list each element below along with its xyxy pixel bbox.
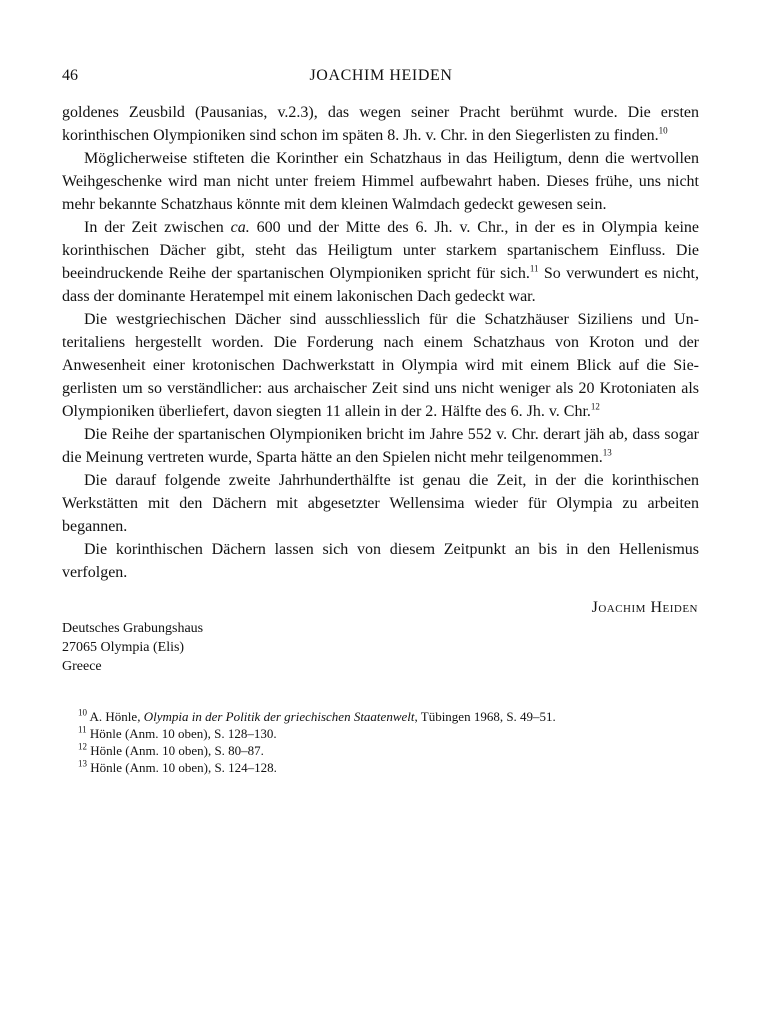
footnote-ref: 10	[658, 125, 668, 136]
body-text	[62, 101, 699, 584]
footnote	[78, 708, 698, 725]
footnote-ref: 11	[529, 263, 539, 274]
paragraph	[62, 216, 699, 308]
italic-text: Olympia in der Politik der griechischen Staatenwelt	[143, 709, 415, 724]
text-run: goldenes Zeusbild (Pausanias, v.2.3), das wegen seiner Pracht berühmt wurde. Die ersten korinthischen Olympioniken sind schon im späten 8. Jh. v. Chr. in den Siegerlisten zu finden.	[62, 104, 699, 144]
running-head: JOACHIM HEIDEN	[309, 67, 453, 84]
text-run: Die Reihe der spartanischen Olympioniken bricht im Jahre 552 v. Chr. derart jäh ab, dass sogar die Meinung vertreten wurde, Sparta hätte an den Spielen nicht mehr teilgenommen.	[62, 426, 699, 466]
text-run: , Tübingen 1968, S. 49–51.	[414, 709, 556, 724]
footnote-ref: 13	[602, 447, 612, 458]
text-run: Möglicherweise stifteten die Korinther ein Schatzhaus in das Heiligtum, denn die wertvollen Weihgeschenke wird man nicht unter freiem Himmel aufbewahrt haben. Dieses frühe, uns nicht mehr bekannte Schatzhaus könnte mit dem kleinen Walmdach gedeckt gewesen sein.	[62, 150, 699, 213]
footnote	[78, 725, 698, 742]
paragraph	[62, 308, 699, 423]
text-run: Hönle (Anm. 10 oben), S. 80–87.	[87, 743, 264, 758]
footnote-ref: 12	[590, 401, 600, 412]
footnote-number: 12	[78, 741, 87, 752]
paragraph	[62, 101, 699, 147]
paragraph	[62, 538, 699, 584]
footnote	[78, 759, 698, 776]
footnote-number: 11	[78, 724, 87, 735]
address-line: Deutsches Grabungshaus	[62, 621, 204, 636]
text-run: Hönle (Anm. 10 oben), S. 124–128.	[87, 760, 277, 775]
paragraph	[62, 423, 699, 469]
italic-text: ca.	[230, 219, 250, 236]
footnotes	[78, 708, 698, 776]
address-line: Greece	[62, 659, 102, 674]
text-run: So verwundert es nicht, dass der dominante Heratempel mit einem lakonischen Dach gedeckt war.	[62, 265, 699, 305]
text-run: In der Zeit zwischen	[84, 219, 231, 236]
text-run: Die darauf folgende zweite Jahrhunderthälfte ist genau die Zeit, in der die korinthischen Werkstätten mit den Dächern mit abgesetzter Wellensima wieder für Olympia zu arbeiten begannen.	[62, 472, 699, 535]
text-run: A. Hönle,	[87, 709, 144, 724]
footnote-number: 13	[78, 758, 87, 769]
text-run: 600 und der Mitte des 6. Jh. v. Chr., in der es in Olympia keine korinthischen Dächer gibt, steht das Heiligtum unter starkem spartanischem Einfluss. Die beeindruckende Reihe der spartanischen Olympioniken spricht für sich.	[62, 219, 700, 282]
page-number: 46	[62, 67, 78, 84]
author-address	[62, 619, 203, 676]
author-signature: Joachim Heiden	[591, 599, 698, 616]
paragraph	[62, 147, 699, 216]
footnote	[78, 742, 698, 759]
text-run: Die korinthischen Dächern lassen sich von diesem Zeitpunkt an bis in den Hellenismus verfolgen.	[62, 541, 699, 581]
text-run: Die westgriechischen Dächer sind ausschliesslich für die Schatzhäuser Siziliens und Unteritaliens hergestellt worden. Die Forderung nach einem Schatzhaus von Kroton und der Anwesenheit einer krotonischen Dachwerkstatt in Olympia wird mit einem Blick auf die Siegerlisten um so verständlicher: aus archaischer Zeit sind uns nicht weniger als 20 Krotoniaten als Olympioniken überliefert, davon siegten 11 allein in der 2. Hälfte des 6. Jh. v. Chr.	[62, 311, 699, 420]
text-run: Hönle (Anm. 10 oben), S. 128–130.	[86, 726, 277, 741]
address-line: 27065 Olympia (Elis)	[62, 640, 185, 655]
footnote-number: 10	[78, 707, 87, 718]
paragraph	[62, 469, 699, 538]
